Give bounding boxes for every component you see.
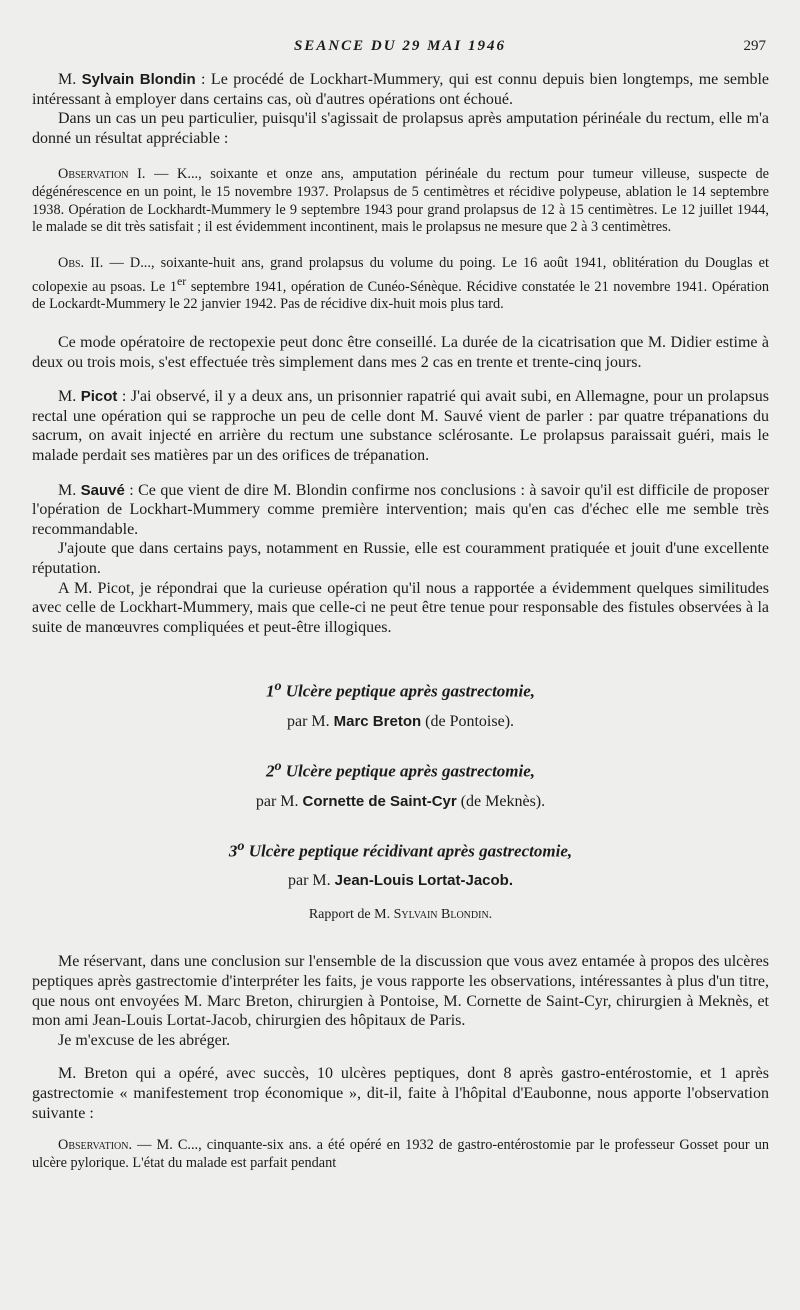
section-byline: par M. Marc Breton (de Pontoise). (286, 713, 515, 731)
paragraph-text: : J'ai observé, il y a deux ans, un prisonnier rapatrié qui avait subi, en Allemagne, pour un prolapsus rectal une opération qui se rapproche un peu de celle dont M. Sauvé vient de parler : par quatre trépanations du sacrum, on avait injecté en arrière du rectum une substance sclérosante. Le prolapsus paraissait guéri, mais le malade perdait ses matières par un des orifices de trépanation. (32, 388, 770, 465)
observation-text: — M. C..., cinquante-six ans. a été opéré en 1932 de gastro-entérostomie par le professeur Gosset pour un ulcère pylorique. L'état du malade est parfait pendant (32, 1137, 769, 1171)
observation-label: Observation I. (58, 166, 146, 183)
section-title: 2$^o$ Ulcère peptique après gastrectomie, (265, 758, 536, 781)
observation-2 (32, 255, 769, 314)
running-title: SEANCE DU 29 MAI 1946 (293, 38, 507, 54)
paragraph-text: : Le procédé de Lockhart-Mummery, qui est connu depuis bien longtemps, me semble intéressant à employer dans certains cas, où d'autres opérations ont échoué. (32, 71, 770, 108)
author-name: Jean-Louis Lortat-Jacob. (334, 872, 513, 890)
superscript: er (177, 273, 187, 288)
paragraph-blondin (32, 70, 769, 109)
paragraph-text: J'ajoute que dans certains pays, notamment en Russie, elle est couramment pratiquée et jouit d'une excellente réputation. (32, 540, 769, 577)
observation-1 (32, 166, 769, 237)
section-byline: par M. Jean-Louis Lortat-Jacob. (287, 872, 513, 890)
observation-3 (32, 1137, 769, 1172)
section-title: 3$^o$ Ulcère peptique récidivant après gastrectomie, (228, 837, 573, 861)
page-header (0, 38, 800, 60)
paragraph-text: : Ce que vient de dire M. Blondin confirme nos conclusions : à savoir qu'il est difficile de proposer l'opération de Lockhart-Mummery comme première intervention; mais qu'en cas d'échec elle me semble très recommandable. (32, 481, 770, 538)
paragraph-text: Je m'excuse de les abréger. (58, 1031, 231, 1049)
section-heading-2 (32, 755, 769, 813)
paragraph-text: Ce mode opératoire de rectopexie peut donc être conseillé. La durée de la cicatrisation que M. Didier estime à deux ou trois mois, s'est effectuée très simplement dans mes 2 cas en trente et trente-cinq jours. (32, 334, 769, 371)
speaker-title: M. (58, 481, 77, 499)
page-body (32, 70, 769, 1173)
observation-text: — D..., soixante-huit ans, grand prolapsus du volume du poing. Le 16 août 1941, oblitération du Douglas et colopexie au psoas. Le 1 (32, 255, 769, 295)
observation-label: Obs. II. (58, 255, 104, 272)
speaker-title: M. (58, 388, 77, 406)
report-line: Rapport de M. Sylvain Blondin. (308, 907, 493, 923)
reporter-name: Sylvain Blondin. (393, 907, 493, 923)
section-byline: par M. Cornette de Saint-Cyr (de Meknès). (255, 792, 546, 810)
paragraph-text: M. Breton qui a opéré, avec succès, 10 ulcères peptiques, dont 8 après gastro-entérostomie, et 1 après gastrectomie « manifestement trop économique », dit-il, faite à l'hôpital d'Eaubonne, nous apporte l'observation suivante : (32, 1065, 769, 1122)
speaker-name: Picot (80, 388, 118, 406)
observation-text: — K..., soixante et onze ans, amputation périnéale du rectum pour tumeur villeuse, suspecte de dégénérescence en un point, le 15 novembre 1937. Prolapsus de 5 centimètres et récidive polypeuse, ablation le 14 septembre 1938. Opération de Lockhardt-Mummery le 9 septembre 1943 pour grand prolapsus de 12 à 15 centimètres. Le 12 juillet 1944, le malade se dit très satisfait ; il est évidemment incontinent, mais le prolapsus ne mesure que 2 à 3 centimètres. (32, 166, 770, 236)
author-name: Cornette de Saint-Cyr (302, 792, 457, 810)
speaker-name: Sauvé (80, 481, 125, 499)
paragraph-picot (32, 387, 769, 465)
observation-text: septembre 1941, opération de Cunéo-Sénèque. Récidive constatée le 21 novembre 1941. Opération de Lockardt-Mummery le 22 janvier 1942. Pas de récidive dix-huit mois plus tard. (32, 278, 769, 313)
speaker-name: Sylvain Blondin (81, 71, 196, 88)
speaker-title: M. (58, 71, 77, 88)
paragraph-text: Me réservant, dans une conclusion sur l'ensemble de la discussion que vous avez entamée à propos des ulcères peptiques après gastrectomie d'interpréter les faits, je vous rapporte les observations, intéressantes à plus d'un titre, que nous ont envoyées M. Marc Breton, chirurgien à Pontoise, M. Cornette de Saint-Cyr, chirurgien à Meknès, et mon ami Jean-Louis Lortat-Jacob, chirurgien des hôpitaux de Paris. (32, 953, 769, 1030)
author-name: Marc Breton (333, 713, 422, 731)
section-heading-3 (32, 835, 769, 893)
observation-label: Observation. (58, 1137, 133, 1154)
paragraph-text: Dans un cas un peu particulier, puisqu'il s'agissait de prolapsus après amputation périnéale du rectum, elle m'a donné un résultat appréciable : (32, 110, 769, 147)
page-number: 297 (743, 38, 766, 54)
section-heading-1 (32, 675, 769, 733)
paragraph-text: A M. Picot, je répondrai que la curieuse opération qu'il nous a rapportée a évidemment quelques similitudes avec celle de Lockhart-Mummery, mais que celle-ci ne peut être tenue pour responsable des fistules observées à la suite de manœuvres compliquées et peut-être illogiques. (32, 579, 769, 636)
section-title: 1$^o$ Ulcère peptique après gastrectomie, (265, 678, 536, 702)
paragraph-sauve (32, 481, 769, 540)
